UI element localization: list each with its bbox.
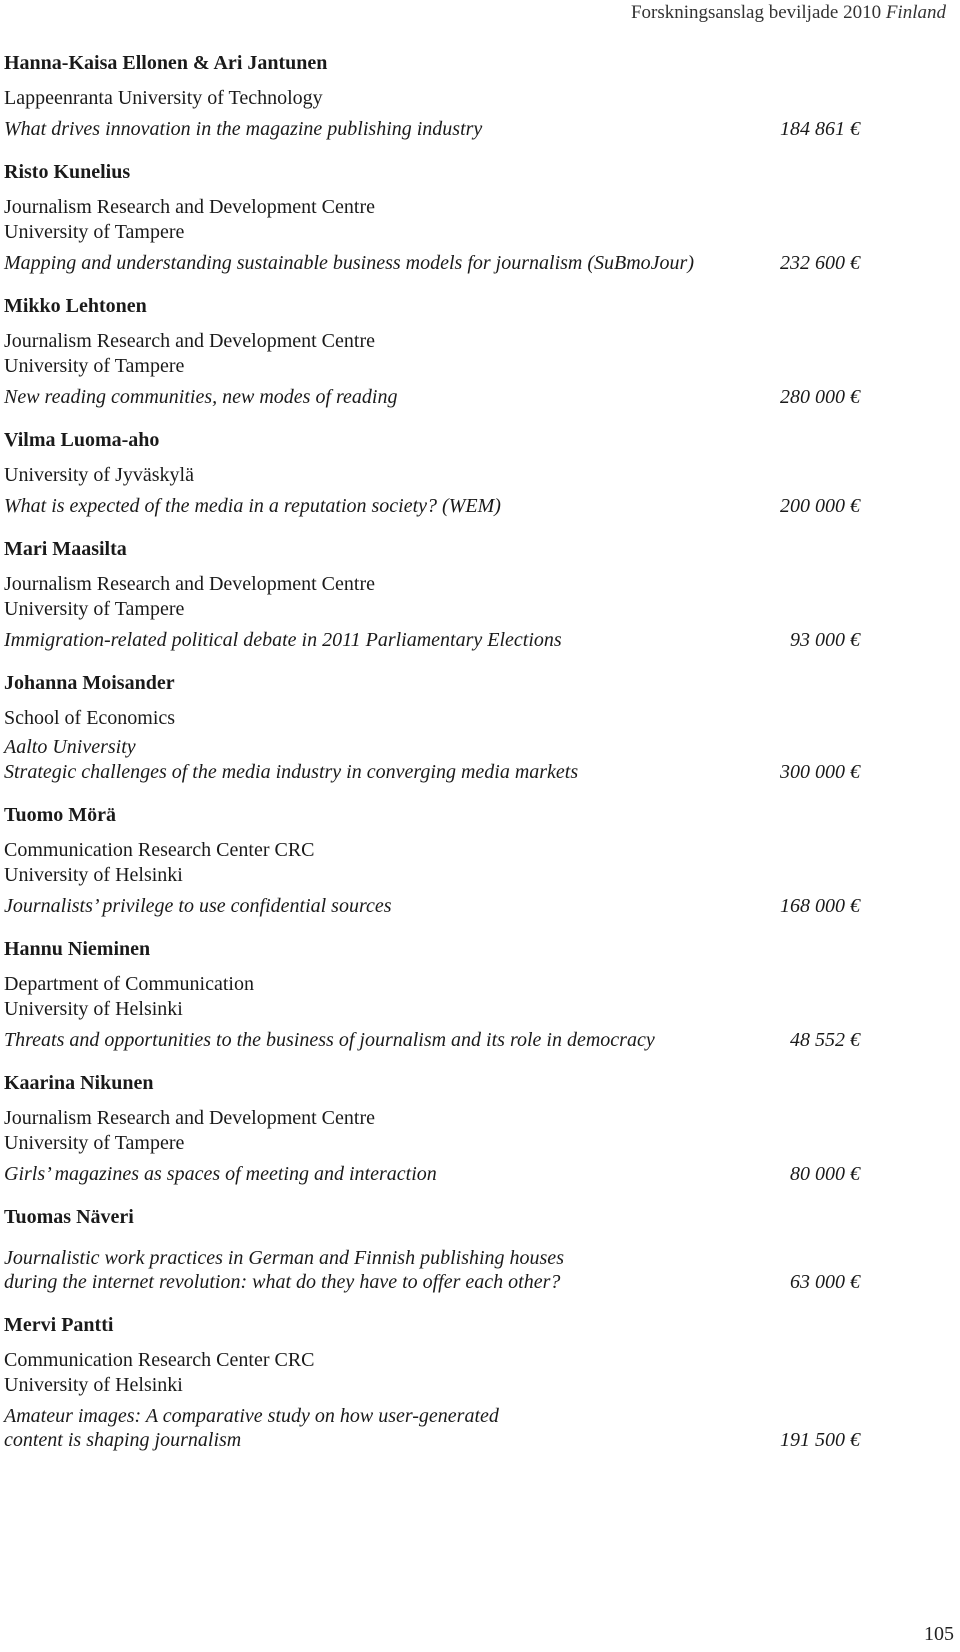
project-title: Journalists’ privilege to use confidential sources [4, 895, 392, 917]
researcher-name: Risto Kunelius [4, 161, 131, 183]
affiliation-line: Journalism Research and Development Centre [4, 573, 375, 595]
researcher-name: Hanna-Kaisa Ellonen & Ari Jantunen [4, 52, 328, 74]
researcher-name: Tuomas Näveri [4, 1206, 134, 1228]
project-row [4, 1404, 864, 1452]
grant-entry [4, 427, 864, 518]
researcher-name: Kaarina Nikunen [4, 1072, 154, 1094]
project-title: What is expected of the media in a reputation society? (WEM) [4, 495, 501, 517]
project-row [4, 385, 864, 409]
grant-amount: 63 000 € [790, 1271, 860, 1293]
grant-amount: 48 552 € [790, 1029, 860, 1051]
running-header [631, 2, 946, 24]
grant-amount: 200 000 € [780, 495, 860, 517]
grant-entry [4, 1204, 864, 1294]
researcher-name: Tuomo Mörä [4, 804, 117, 826]
affiliation-line: Journalism Research and Development Centre [4, 196, 375, 218]
affiliation-line: University of Helsinki [4, 1374, 183, 1396]
project-row [4, 894, 864, 918]
project-title: Mapping and understanding sustainable business models for journalism (SuBmoJour) [4, 252, 694, 274]
project-title: Threats and opportunities to the business of journalism and its role in democracy [4, 1029, 655, 1051]
grant-entry [4, 50, 864, 141]
grant-entry [4, 936, 864, 1052]
grant-amount: 300 000 € [780, 761, 860, 783]
page-number: 105 [924, 1623, 954, 1645]
grant-amount: 93 000 € [790, 629, 860, 651]
project-title: Immigration-related political debate in 2011 Parliamentary Elections [4, 629, 562, 651]
researcher-name: Hannu Nieminen [4, 938, 151, 960]
affiliation-line: University of Helsinki [4, 998, 183, 1020]
affiliation-university: Aalto University [4, 736, 136, 758]
affiliation-line: University of Tampere [4, 598, 185, 620]
researcher-name: Mikko Lehtonen [4, 295, 147, 317]
grant-entry [4, 670, 864, 784]
project-row [4, 628, 864, 652]
grant-amount: 80 000 € [790, 1163, 860, 1185]
researcher-name: Mari Maasilta [4, 538, 127, 560]
affiliation-line: School of Economics [4, 707, 176, 729]
header-country: Finland [885, 2, 946, 23]
researcher-name: Vilma Luoma-aho [4, 429, 160, 451]
affiliation-line: University of Helsinki [4, 864, 183, 886]
project-row [4, 1028, 864, 1052]
researcher-name: Mervi Pantti [4, 1314, 114, 1336]
grant-entry [4, 536, 864, 652]
grant-entry [4, 293, 864, 409]
project-title: Amateur images: A comparative study on how user-generated content is shaping journalism [4, 1405, 499, 1451]
affiliation-line: Journalism Research and Development Centre [4, 330, 375, 352]
affiliation-line: Communication Research Center CRC [4, 1349, 315, 1371]
project-row [4, 760, 864, 784]
grant-list [4, 50, 864, 1470]
project-row [4, 1246, 864, 1294]
affiliation-line: University of Jyväskylä [4, 464, 194, 486]
grant-amount: 184 861 € [780, 118, 860, 140]
project-row [4, 494, 864, 518]
header-title: Forskningsanslag beviljade 2010 [630, 2, 882, 23]
project-title: New reading communities, new modes of reading [4, 386, 398, 408]
grant-entry [4, 1312, 864, 1452]
affiliation-line: Department of Communication [4, 973, 254, 995]
project-title: What drives innovation in the magazine publishing industry [4, 118, 483, 140]
project-title: Journalistic work practices in German and Finnish publishing houses during the internet revolution: what do they have to offer each other? [4, 1247, 564, 1293]
grant-amount: 232 600 € [780, 252, 860, 274]
affiliation-line: University of Tampere [4, 1132, 185, 1154]
researcher-name: Johanna Moisander [4, 672, 175, 694]
grant-amount: 168 000 € [780, 895, 860, 917]
project-row [4, 117, 864, 141]
affiliation-line: Journalism Research and Development Centre [4, 1107, 375, 1129]
grant-entry [4, 802, 864, 918]
grant-amount: 191 500 € [780, 1429, 860, 1451]
grant-amount: 280 000 € [780, 386, 860, 408]
project-title: Strategic challenges of the media industry in converging media markets [4, 761, 579, 783]
grant-entry [4, 159, 864, 275]
affiliation-line: University of Tampere [4, 221, 185, 243]
affiliation-line: Lappeenranta University of Technology [4, 87, 323, 109]
project-row [4, 1162, 864, 1186]
project-title: Girls’ magazines as spaces of meeting and interaction [4, 1163, 437, 1185]
grant-entry [4, 1070, 864, 1186]
project-row [4, 251, 864, 275]
affiliation-line: Communication Research Center CRC [4, 839, 315, 861]
affiliation-line: University of Tampere [4, 355, 185, 377]
